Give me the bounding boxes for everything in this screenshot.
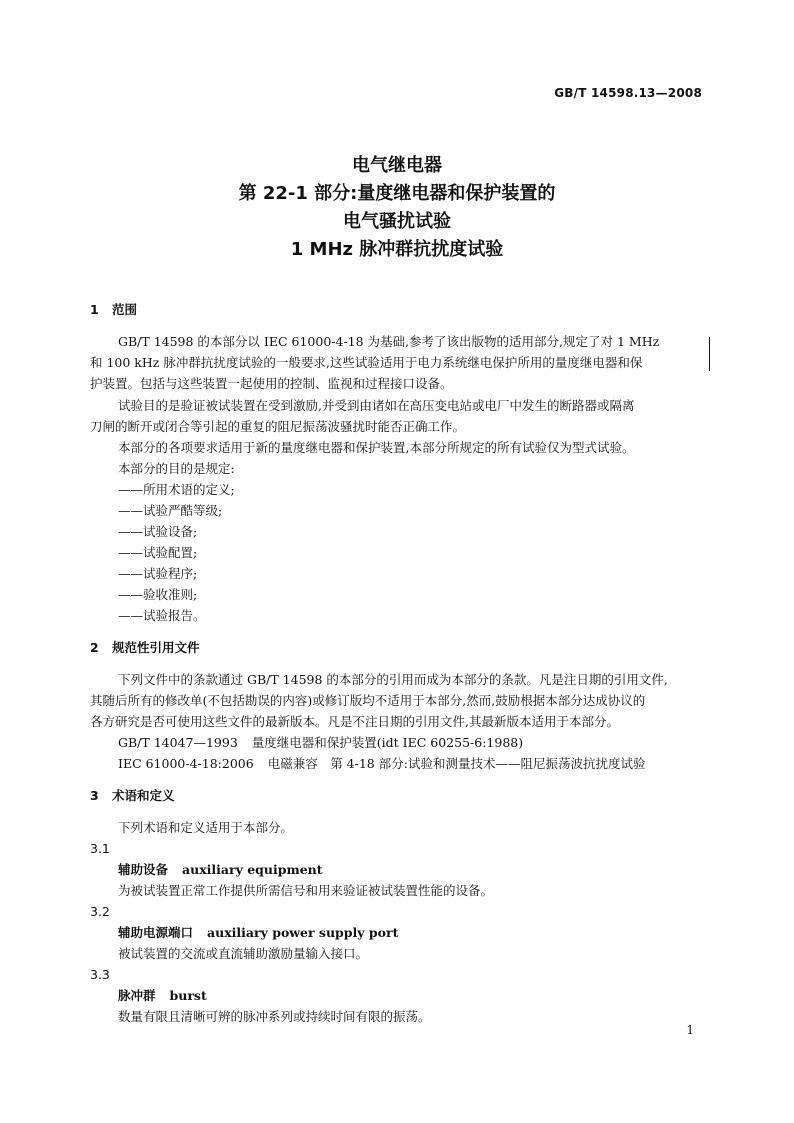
standard-number: GB/T 14598.13—2008 [554, 86, 702, 100]
list-item: ——试验配置; [118, 545, 198, 560]
paragraph-line: 护装置。包括与这些装置一起使用的控制、监视和过程接口设备。 [90, 376, 453, 391]
term-definition: 为被试装置正常工作提供所需信号和用来验证被试装置性能的设备。 [118, 883, 494, 898]
term-heading: 脉冲群 burst [118, 988, 207, 1003]
paragraph-line: 本部分的目的是规定: [118, 461, 235, 476]
term-heading: 辅助电源端口 auxiliary power supply port [118, 925, 399, 940]
paragraph-line: 试验目的是验证被试装置在受到激励,并受到由诸如在高压变电站或电厂中发生的断路器或隔离 [118, 398, 635, 413]
paragraph-line: 各方研究是否可使用这些文件的最新版本。凡是不注日期的引用文件,其最新版本适用于本部分。 [90, 714, 619, 729]
term-definition: 被试装置的交流或直流辅助激励量输入接口。 [118, 946, 369, 961]
term-number: 3.3 [90, 967, 110, 982]
list-item: ——所用术语的定义; [118, 482, 235, 497]
section-2-heading: 2 规范性引用文件 [90, 640, 200, 655]
title-line-3: 电气骚扰试验 [343, 211, 451, 232]
list-item: ——试验报告。 [118, 608, 206, 623]
normative-reference-1: GB/T 14047—1993 量度继电器和保护装置(idt IEC 60255-6:1988) [118, 735, 524, 750]
list-item: ——试验严酷等级; [118, 503, 223, 518]
list-item: ——试验设备; [118, 524, 198, 539]
paragraph-line: 其随后所有的修改单(不包括勘误的内容)或修订版均不适用于本部分,然而,鼓励根据本部分达成协议的 [90, 693, 646, 708]
paragraph-line: GB/T 14598 的本部分以 IEC 61000-4-18 为基础,参考了该出版物的适用部分,规定了对 1 MHz [118, 334, 660, 349]
list-item: ——验收准则; [118, 587, 198, 602]
paragraph-line: 本部分的各项要求适用于新的量度继电器和保护装置,本部分所规定的所有试验仅为型式试验。 [118, 440, 635, 455]
term-number: 3.1 [90, 841, 110, 856]
paragraph-line: 刀闸的断开或闭合等引起的重复的阻尼振荡波骚扰时能否正确工作。 [90, 419, 466, 434]
paragraph-line: 下列术语和定义适用于本部分。 [118, 820, 294, 835]
normative-reference-2: IEC 61000-4-18:2006 电磁兼容 第 4-18 部分:试验和测量技术——阻尼振荡波抗扰度试验 [118, 756, 646, 771]
title-line-1: 电气继电器 [352, 155, 442, 176]
page-number: 1 [686, 1023, 694, 1037]
revision-bar [709, 337, 710, 371]
title-line-2: 第 22-1 部分:量度继电器和保护装置的 [238, 183, 556, 204]
title-line-4: 1 MHz 脉冲群抗扰度试验 [290, 239, 504, 260]
term-number: 3.2 [90, 904, 110, 919]
list-item: ——试验程序; [118, 566, 198, 581]
term-heading: 辅助设备 auxiliary equipment [118, 862, 323, 877]
section-1-heading: 1 范围 [90, 302, 138, 317]
paragraph-line: 下列文件中的条款通过 GB/T 14598 的本部分的引用而成为本部分的条款。凡是注日期的引用文件, [118, 672, 668, 687]
paragraph-line: 和 100 kHz 脉冲群抗扰度试验的一般要求,这些试验适用于电力系统继电保护所用的量度继电器和保 [90, 355, 643, 370]
section-3-heading: 3 术语和定义 [90, 788, 175, 803]
document-title [0, 152, 794, 264]
term-definition: 数量有限且清晰可辨的脉冲系列或持续时间有限的振荡。 [118, 1009, 431, 1024]
